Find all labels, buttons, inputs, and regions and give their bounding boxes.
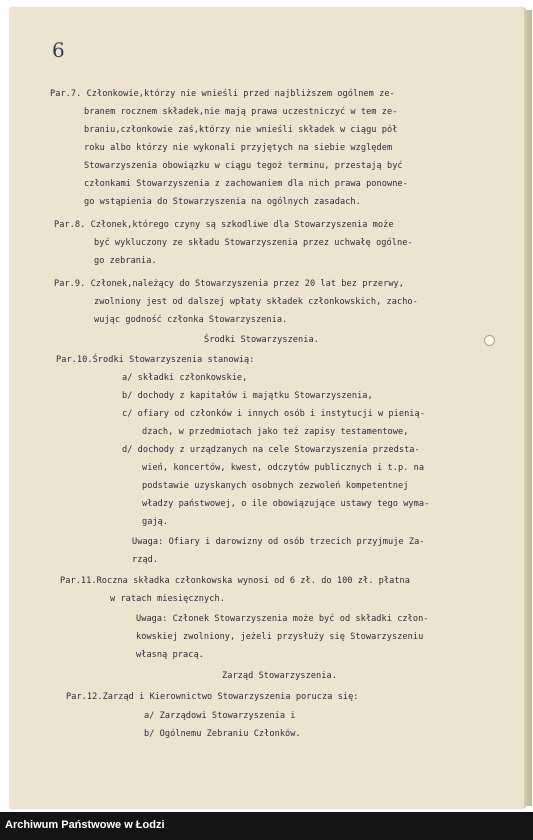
text-line: braniu,członkowie zaś,którzy nie wnieśli składek w ciągu pół: [84, 125, 398, 135]
text-line: władzy państwowej, o ile obowiązujące ustawy tego wyma-: [142, 499, 430, 509]
text-line: kowskiej zwolniony, jeżeli przysłuży się Stowarzyszeniu: [136, 632, 424, 642]
text-line: Par.12.Zarząd i Kierownictwo Stowarzyszenia porucza się:: [66, 692, 359, 702]
section-heading: Środki Stowarzyszenia.: [204, 335, 319, 345]
archive-label: Archiwum Państwowe w Łodzi: [5, 819, 165, 831]
page-edge: [524, 10, 532, 806]
text-line: Stowarzyszenia obowiązku w ciągu tegoż terminu, przestają być: [84, 161, 403, 171]
text-line: w ratach miesięcznych.: [110, 594, 225, 604]
section-heading: Zarząd Stowarzyszenia.: [222, 671, 337, 681]
text-line: być wykluczony ze składu Stowarzyszenia przez uchwałę ogólne-: [94, 238, 413, 248]
text-line: b/ dochody z kapitałów i majątku Stowarzyszenia,: [122, 391, 373, 401]
text-line: członkami Stowarzyszenia z zachowaniem dla nich prawa ponowne-: [84, 179, 408, 189]
text-line: b/ Ogólnemu Zebraniu Członków.: [144, 729, 301, 739]
text-line: Par.9. Członek,należący do Stowarzyszenia przez 20 lat bez przerwy,: [54, 279, 404, 289]
text-line: Par.7. Członkowie,którzy nie wnieśli przed najbliższem ogólnem ze-: [50, 89, 395, 99]
text-line: podstawie uzyskanych osobnych zezwoleń kompetentnej: [142, 481, 409, 491]
document-page: [10, 8, 525, 808]
text-line: dzach, w przedmiotach jako też zapisy testamentowe,: [142, 427, 409, 437]
text-line: branem rocznem składek,nie mają prawa uczestniczyć w tem ze-: [84, 107, 398, 117]
text-line: Uwaga: Ofiary i darowizny od osób trzecich przyjmuje Za-: [132, 537, 425, 547]
text-line: gają.: [142, 517, 169, 527]
text-line: Par.8. Członek,którego czyny są szkodliwe dla Stowarzyszenia może: [54, 220, 394, 230]
text-line: go zebrania.: [94, 256, 157, 266]
text-line: go wstąpienia do Stowarzyszenia na ogólnych zasadach.: [84, 197, 361, 207]
text-line: Uwaga: Członek Stowarzyszenia może być od składki człon-: [136, 614, 429, 624]
text-line: d/ dochody z urządzanych na cele Stowarzyszenia przedsta-: [122, 445, 420, 455]
text-line: Par.11.Roczna składka członkowska wynosi od 6 zł. do 100 zł. płatna: [60, 576, 410, 586]
text-line: wień, koncertów, kwest, odczytów publicznych i t.p. na: [142, 463, 425, 473]
text-line: wując godność członka Stowarzyszenia.: [94, 315, 288, 325]
text-line: własną pracą.: [136, 650, 204, 660]
text-line: c/ ofiary od członków i innych osób i instytucji w pienią-: [122, 409, 425, 419]
text-line: zwolniony jest od dalszej wpłaty składek członkowskich, zacho-: [94, 297, 418, 307]
text-line: Par.10.Środki Stowarzyszenia stanowią:: [56, 355, 255, 365]
archive-footer-bar: [0, 812, 533, 840]
text-line: rząd.: [132, 555, 159, 565]
text-line: a/ Zarządowi Stowarzyszenia i: [144, 711, 296, 721]
text-line: roku albo którzy nie wykonali przyjętych na siebie względem: [84, 143, 393, 153]
punch-hole: [484, 335, 495, 346]
text-line: a/ składki członkowskie,: [122, 373, 248, 383]
page-number: 6: [52, 38, 65, 62]
